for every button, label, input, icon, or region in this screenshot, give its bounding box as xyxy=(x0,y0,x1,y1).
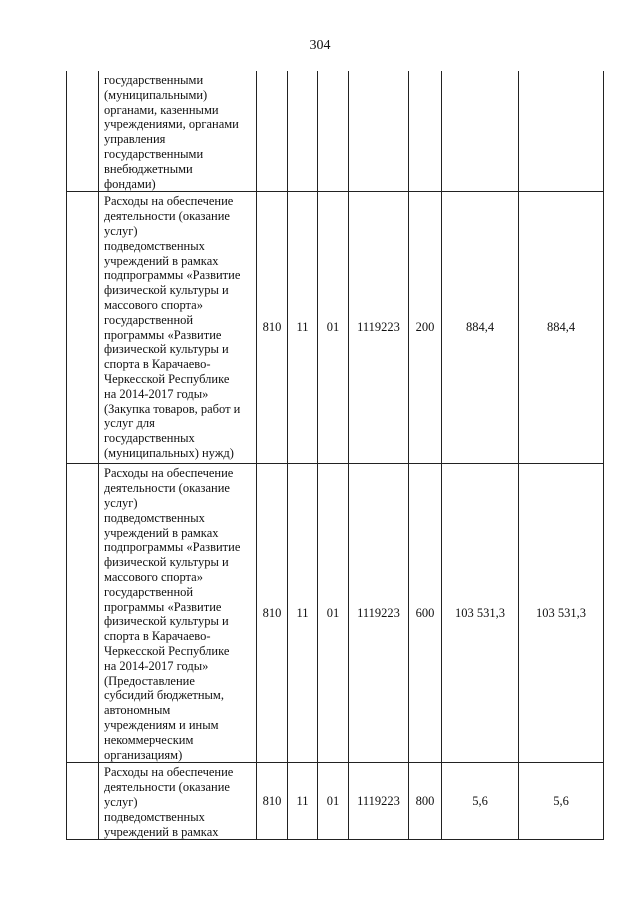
amount-total-cell: 5,6 xyxy=(519,763,604,840)
grbs-cell: 810 xyxy=(257,464,288,763)
description-cell: Расходы на обеспечение деятельности (оказание услуг) подведомственных учреждений в рамках xyxy=(99,763,257,840)
table-row xyxy=(67,763,604,840)
row-index-cell xyxy=(67,464,99,763)
expense-type-cell: 800 xyxy=(409,763,442,840)
section-cell: 11 xyxy=(288,763,318,840)
table-row xyxy=(67,192,604,464)
subsection-cell xyxy=(318,71,349,192)
amount-cell: 5,6 xyxy=(442,763,519,840)
amount-cell xyxy=(442,71,519,192)
expense-type-cell: 600 xyxy=(409,464,442,763)
expense-type-cell: 200 xyxy=(409,192,442,464)
amount-total-cell xyxy=(519,71,604,192)
grbs-cell xyxy=(257,71,288,192)
row-index-cell xyxy=(67,71,99,192)
grbs-cell: 810 xyxy=(257,192,288,464)
budget-table xyxy=(66,71,604,840)
target-article-cell xyxy=(349,71,409,192)
row-index-cell xyxy=(67,763,99,840)
row-index-cell xyxy=(67,192,99,464)
subsection-cell: 01 xyxy=(318,464,349,763)
target-article-cell: 1119223 xyxy=(349,464,409,763)
description-cell: Расходы на обеспечение деятельности (оказание услуг) подведомственных учреждений в рамках подпрограммы «Развитие физической культуры и массового спорта» государственной программы «Развитие физической культуры и спорта в Карачаево- Черкесской Республике на 2014-2017 годы» (Закупка товаров, работ и услуг для государственных (муниципальных) нужд) xyxy=(99,192,257,464)
table-row xyxy=(67,71,604,192)
grbs-cell: 810 xyxy=(257,763,288,840)
section-cell: 11 xyxy=(288,192,318,464)
amount-cell: 884,4 xyxy=(442,192,519,464)
description-cell: государственными (муниципальными) органами, казенными учреждениями, органами управления государственными внебюджетными фондами) xyxy=(99,71,257,192)
amount-total-cell: 103 531,3 xyxy=(519,464,604,763)
expense-type-cell xyxy=(409,71,442,192)
section-cell: 11 xyxy=(288,464,318,763)
target-article-cell: 1119223 xyxy=(349,192,409,464)
subsection-cell: 01 xyxy=(318,763,349,840)
subsection-cell: 01 xyxy=(318,192,349,464)
section-cell xyxy=(288,71,318,192)
amount-total-cell: 884,4 xyxy=(519,192,604,464)
amount-cell: 103 531,3 xyxy=(442,464,519,763)
description-cell: Расходы на обеспечение деятельности (оказание услуг) подведомственных учреждений в рамках подпрограммы «Развитие физической культуры и массового спорта» государственной программы «Развитие физической культуры и спорта в Карачаево- Черкесской Республике на 2014-2017 годы» (Предоставление субсидий бюджетным, автономным учреждениям и иным некоммерческим организациям) xyxy=(99,464,257,763)
page-number: 304 xyxy=(309,38,331,53)
table-row xyxy=(67,464,604,763)
target-article-cell: 1119223 xyxy=(349,763,409,840)
